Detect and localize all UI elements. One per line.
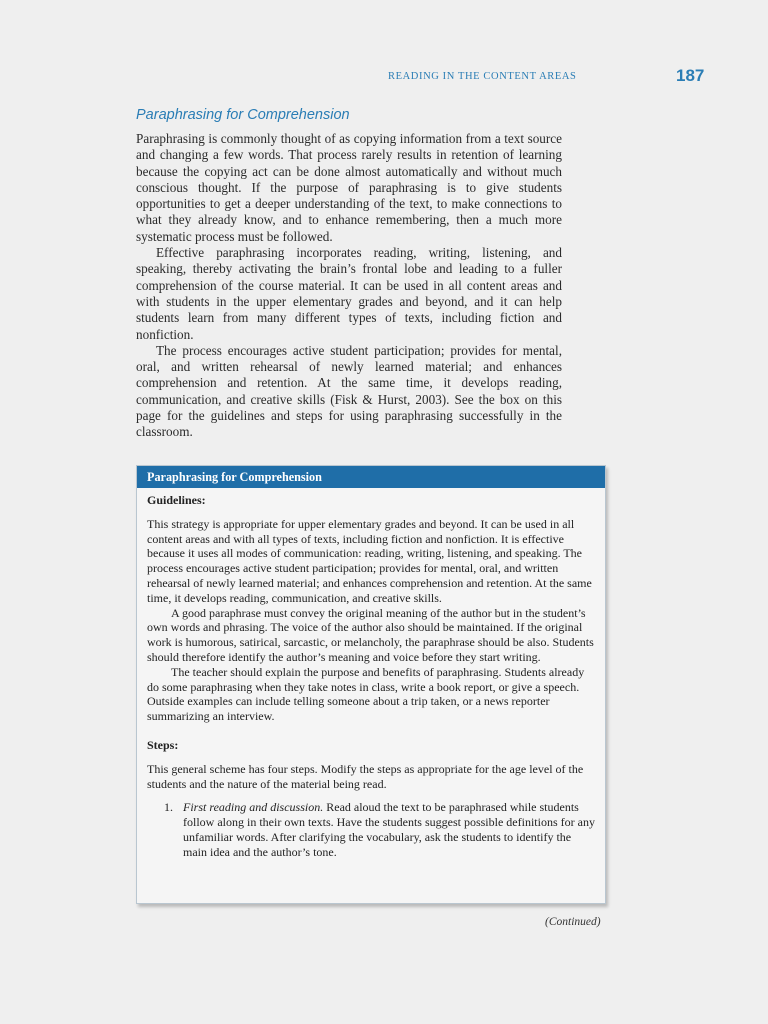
step-description: Read aloud the text to be paraphrased while students follow along in their own texts. Have the students suggest possible definitions for any unfamiliar words. After clarifying the vocabulary, ask the students to identify the main idea and the author’s tone. (183, 800, 595, 859)
guidelines-paragraph: The teacher should explain the purpose and benefits of paraphrasing. Students already do some paraphrasing when they take notes in class, write a book report, or give a speech. Outside examples can include telling someone about a trip taken, or a news reporter summarizing an interview. (147, 664, 585, 724)
step-item (147, 800, 595, 859)
box-title: Paraphrasing for Comprehension (137, 466, 605, 488)
guidelines-paragraph: A good paraphrase must convey the original meaning of the author but in the student’s own words and phrasing. The voice of the author also should be maintained. If the original work is humorous, satirical, sarcastic, or melancholy, the paraphrase should be also. Students should therefore identify the author’s meaning and voice before they start writing. (147, 605, 594, 664)
step-number: 1. (164, 800, 173, 815)
step-title: First reading and discussion. (183, 800, 324, 815)
body-paragraph: Effective paraphrasing incorporates reading, writing, listening, and speaking, thereby activating the brain’s frontal lobe and leading to a fuller comprehension of the course material. It can be used in all content areas and with students in the upper elementary grades and beyond, and it can help students learn from many different types of texts, including fiction and nonfiction. (136, 245, 562, 342)
page-number: 187 (676, 66, 705, 85)
box-body (137, 493, 605, 860)
guidelines-heading: Guidelines: (147, 493, 206, 507)
running-head: READING IN THE CONTENT AREAS (388, 71, 577, 82)
guidelines-paragraph: This strategy is appropriate for upper elementary grades and beyond. It can be used in all content areas and with all types of texts, including fiction and nonfiction. It is effective because it uses all modes of communication: reading, writing, listening, and speaking. The process encourages active student participation; provides for mental, oral, and written rehearsal of newly learned material; and enhances comprehension and retention. At the same time, it develops reading, communication, and creative skills. (147, 516, 592, 605)
continued-note: (Continued) (545, 916, 601, 928)
step-text (183, 800, 595, 859)
steps-heading: Steps: (147, 737, 179, 752)
body-paragraph: The process encourages active student participation; provides for mental, oral, and written rehearsal of newly learned material; and enhances comprehension and retention. At the same time, it develops reading, communication, and creative skills (Fisk & Hurst, 2003). See the box on this page for the guidelines and steps for using paraphrasing successfully in the classroom. (136, 342, 562, 440)
body-text (136, 131, 562, 441)
section-title: Paraphrasing for Comprehension (136, 107, 350, 123)
body-paragraph: Paraphrasing is commonly thought of as copying information from a text source and changing a few words. That process rarely results in retention of learning because the copying act can be done almost automatically and without much conscious thought. If the purpose of paraphrasing is to give students opportunities to get a deeper understanding of the text, to make connections to what they already know, and to enhance remembering, then a much more systematic process must be followed. (136, 131, 562, 244)
steps-intro: This general scheme has four steps. Modify the steps as appropriate for the age level of the students and the nature of the material being read. (147, 761, 584, 791)
strategy-box (136, 465, 606, 904)
